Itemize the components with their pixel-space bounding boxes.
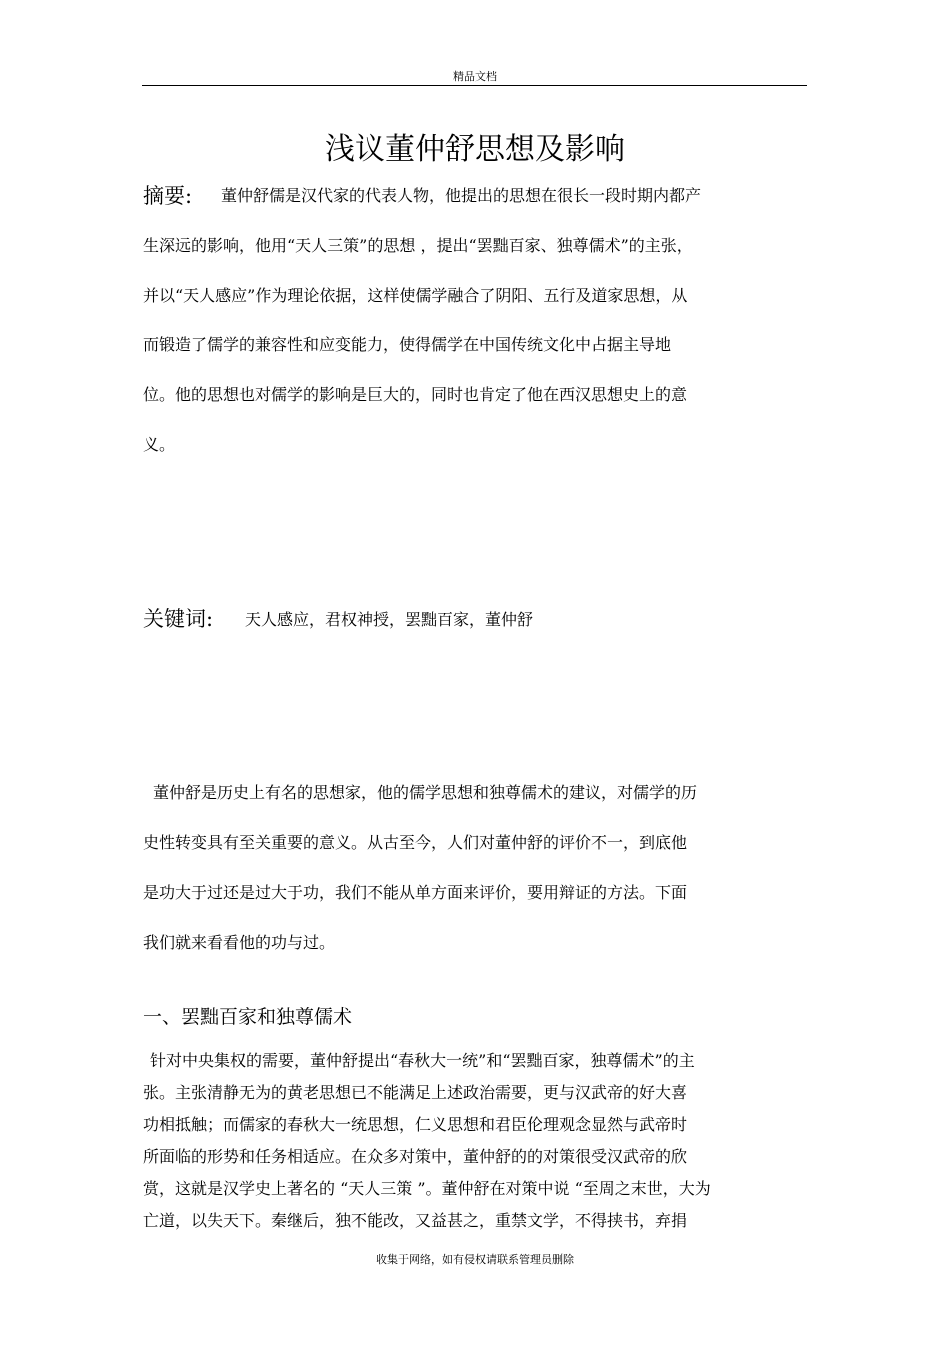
abstract-line-6: 义。: [143, 435, 176, 454]
abstract-line-5: 位。他的思想也对儒学的影响是巨大的，同时也肯定了他在西汉思想史上的意: [143, 385, 688, 404]
keywords-label: 关键词:: [143, 607, 214, 631]
intro-line-3: 是功大于过还是过大于功，我们不能从单方面来评价，要用辩证的方法。下面: [143, 883, 688, 902]
abstract-label: 摘要:: [143, 184, 193, 208]
section1-line-6: 亡道，以失天下。秦继后，独不能改，又益甚之，重禁文学，不得挟书，弃捐: [143, 1211, 688, 1230]
section1-line-4: 所面临的形势和任务相适应。在众多对策中，董仲舒的的对策很受汉武帝的欣: [143, 1147, 688, 1166]
document-title: 浅议董仲舒思想及影响: [325, 132, 625, 167]
header-rule: [142, 85, 807, 86]
abstract-line-2: 生深远的影响，他用“天人三策”的思想 ，提出“罢黜百家、独尊儒术”的主张，: [143, 236, 693, 255]
intro-line-1: 董仲舒是历史上有名的思想家，他的儒学思想和独尊儒术的建议，对儒学的历: [153, 783, 698, 802]
section1-heading: 一、罢黜百家和独尊儒术: [143, 1006, 353, 1028]
section1-line-2: 张。主张清静无为的黄老思想已不能满足上述政治需要，更与汉武帝的好大喜: [143, 1083, 688, 1102]
keywords-text: 天人感应，君权神授，罢黜百家，董仲舒: [245, 610, 534, 629]
section1-line-1: 针对中央集权的需要，董仲舒提出“春秋大一统”和“罢黜百家，独尊儒术”的主: [150, 1051, 695, 1070]
section1-line-3: 功相抵触；而儒家的春秋大一统思想，仁义思想和君臣伦理观念显然与武帝时: [143, 1115, 688, 1134]
page-footer: 收集于网络，如有侵权请联系管理员删除: [376, 1253, 574, 1266]
section1-line-5: 赏，这就是汉学史上著名的 “天人三策 ”。董仲舒在对策中说 “至周之末世，大为: [143, 1179, 711, 1198]
intro-line-4: 我们就来看看他的功与过。: [143, 933, 336, 952]
abstract-line-3: 并以“天人感应”作为理论依据，这样使儒学融合了阴阳、五行及道家思想，从: [143, 286, 688, 305]
abstract-line-4: 而锻造了儒学的兼容性和应变能力，使得儒学在中国传统文化中占据主导地: [143, 335, 672, 354]
abstract-line-1: 董仲舒儒是汉代家的代表人物，他提出的思想在很长一段时期内都产: [221, 186, 702, 205]
intro-line-2: 史性转变具有至关重要的意义。从古至今，人们对董仲舒的评价不一，到底他: [143, 833, 688, 852]
page-header: 精品文档: [453, 70, 497, 83]
